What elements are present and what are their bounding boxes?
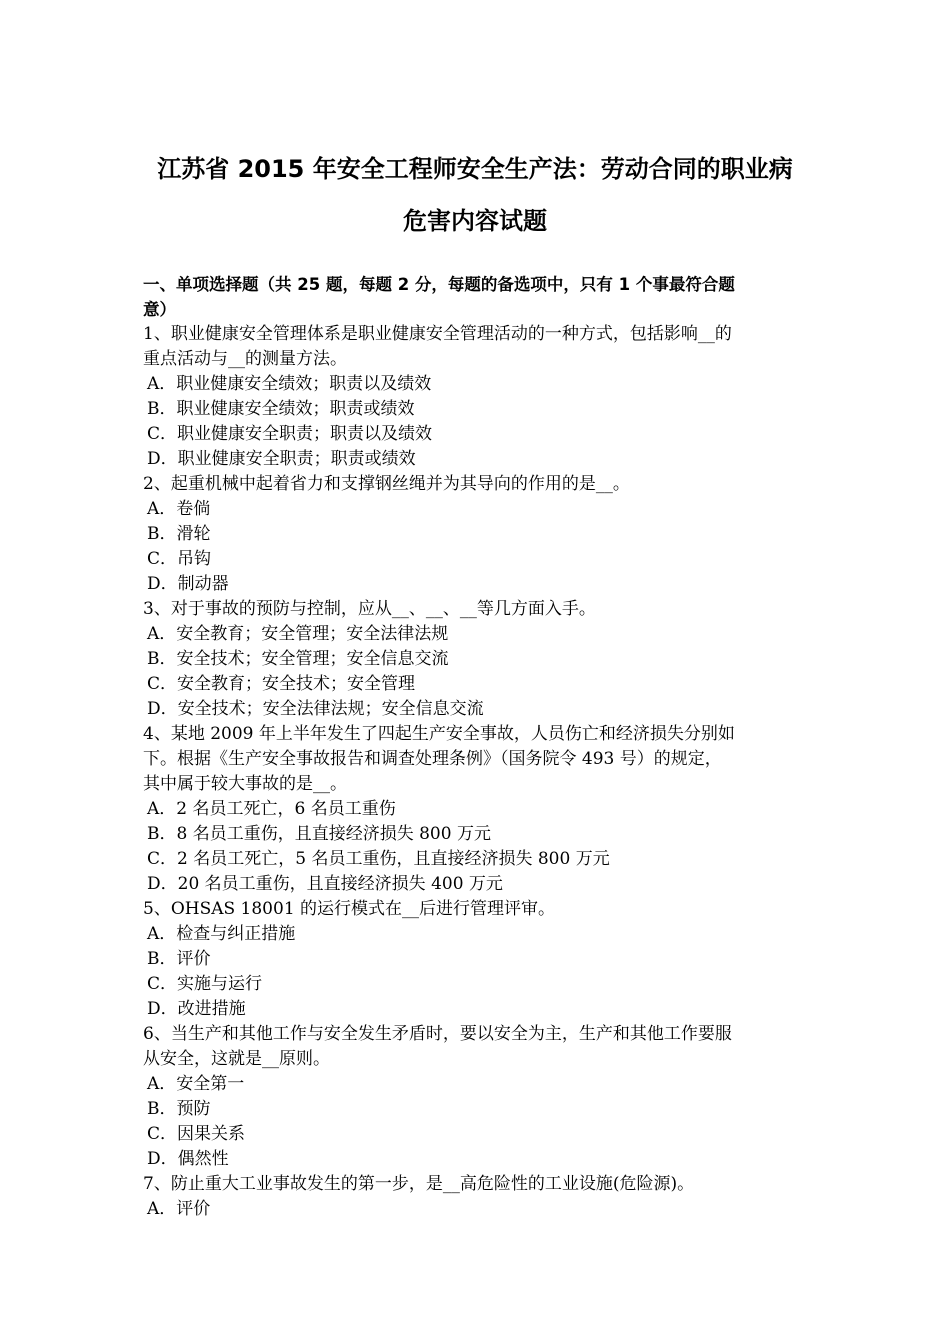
answer-option: C．因果关系 xyxy=(147,1124,246,1144)
question-stem: 2、起重机械中起着省力和支撑钢丝绳并为其导向的作用的是__。 xyxy=(143,474,630,494)
question-stem: 5、OHSAS 18001 的运行模式在__后进行管理评审。 xyxy=(143,899,556,919)
document-title-line-2: 危害内容试题 xyxy=(403,207,547,235)
answer-option: B．8 名员工重伤，且直接经济损失 800 万元 xyxy=(147,824,491,844)
question-1 xyxy=(143,322,807,472)
answer-option: A．安全第一 xyxy=(147,1074,245,1094)
answer-option: D．制动器 xyxy=(147,574,229,594)
answer-option: A．职业健康安全绩效；职责以及绩效 xyxy=(147,374,432,394)
answer-option: B．评价 xyxy=(147,949,211,969)
document-body xyxy=(143,272,807,1222)
answer-option: A．评价 xyxy=(147,1199,211,1219)
answer-option: B．预防 xyxy=(147,1099,211,1119)
answer-option: B．职业健康安全绩效；职责或绩效 xyxy=(147,399,415,419)
question-6 xyxy=(143,1022,807,1172)
answer-option: A．卷倘 xyxy=(147,499,211,519)
section-heading-line-2: 意） xyxy=(143,300,176,319)
answer-option: B．安全技术；安全管理；安全信息交流 xyxy=(147,649,449,669)
question-5 xyxy=(143,897,807,1022)
question-stem: 7、防止重大工业事故发生的第一步，是__高危险性的工业设施(危险源)。 xyxy=(143,1174,695,1194)
answer-option: D．安全技术；安全法律法规；安全信息交流 xyxy=(147,699,484,719)
question-stem: 1、职业健康安全管理体系是职业健康安全管理活动的一种方式，包括影响__的 xyxy=(143,324,732,344)
answer-option: C．职业健康安全职责；职责以及绩效 xyxy=(147,424,433,444)
question-stem: 下。根据《生产安全事故报告和调查处理条例》（国务院令 493 号）的规定， xyxy=(143,749,722,769)
document-title-line-1: 江苏省 2015 年安全工程师安全生产法：劳动合同的职业病 xyxy=(157,155,793,183)
question-stem: 其中属于较大事故的是__。 xyxy=(143,774,347,794)
question-7 xyxy=(143,1172,807,1222)
section-heading-line-1: 一、单项选择题（共 25 题，每题 2 分，每题的备选项中，只有 1 个事最符合题 xyxy=(143,275,735,294)
question-stem: 6、当生产和其他工作与安全发生矛盾时，要以安全为主，生产和其他工作要服 xyxy=(143,1024,732,1044)
question-3 xyxy=(143,597,807,722)
question-stem: 3、对于事故的预防与控制，应从__、__、__等几方面入手。 xyxy=(143,599,596,619)
answer-option: D．偶然性 xyxy=(147,1149,229,1169)
question-stem: 从安全，这就是__原则。 xyxy=(143,1049,330,1069)
answer-option: C．安全教育；安全技术；安全管理 xyxy=(147,674,416,694)
answer-option: D．20 名员工重伤，且直接经济损失 400 万元 xyxy=(147,874,503,894)
answer-option: B．滑轮 xyxy=(147,524,211,544)
answer-option: C．吊钩 xyxy=(147,549,212,569)
question-stem: 4、某地 2009 年上半年发生了四起生产安全事故，人员伤亡和经济损失分别如 xyxy=(143,724,735,744)
answer-option: A．检查与纠正措施 xyxy=(147,924,296,944)
question-2 xyxy=(143,472,807,597)
answer-option: C．2 名员工死亡，5 名员工重伤，且直接经济损失 800 万元 xyxy=(147,849,610,869)
answer-option: D．职业健康安全职责；职责或绩效 xyxy=(147,449,416,469)
answer-option: A．安全教育；安全管理；安全法律法规 xyxy=(147,624,449,644)
answer-option: A．2 名员工死亡，6 名员工重伤 xyxy=(147,799,396,819)
answer-option: D．改进措施 xyxy=(147,999,246,1019)
question-stem: 重点活动与__的测量方法。 xyxy=(143,349,347,369)
answer-option: C．实施与运行 xyxy=(147,974,263,994)
question-4 xyxy=(143,722,807,897)
